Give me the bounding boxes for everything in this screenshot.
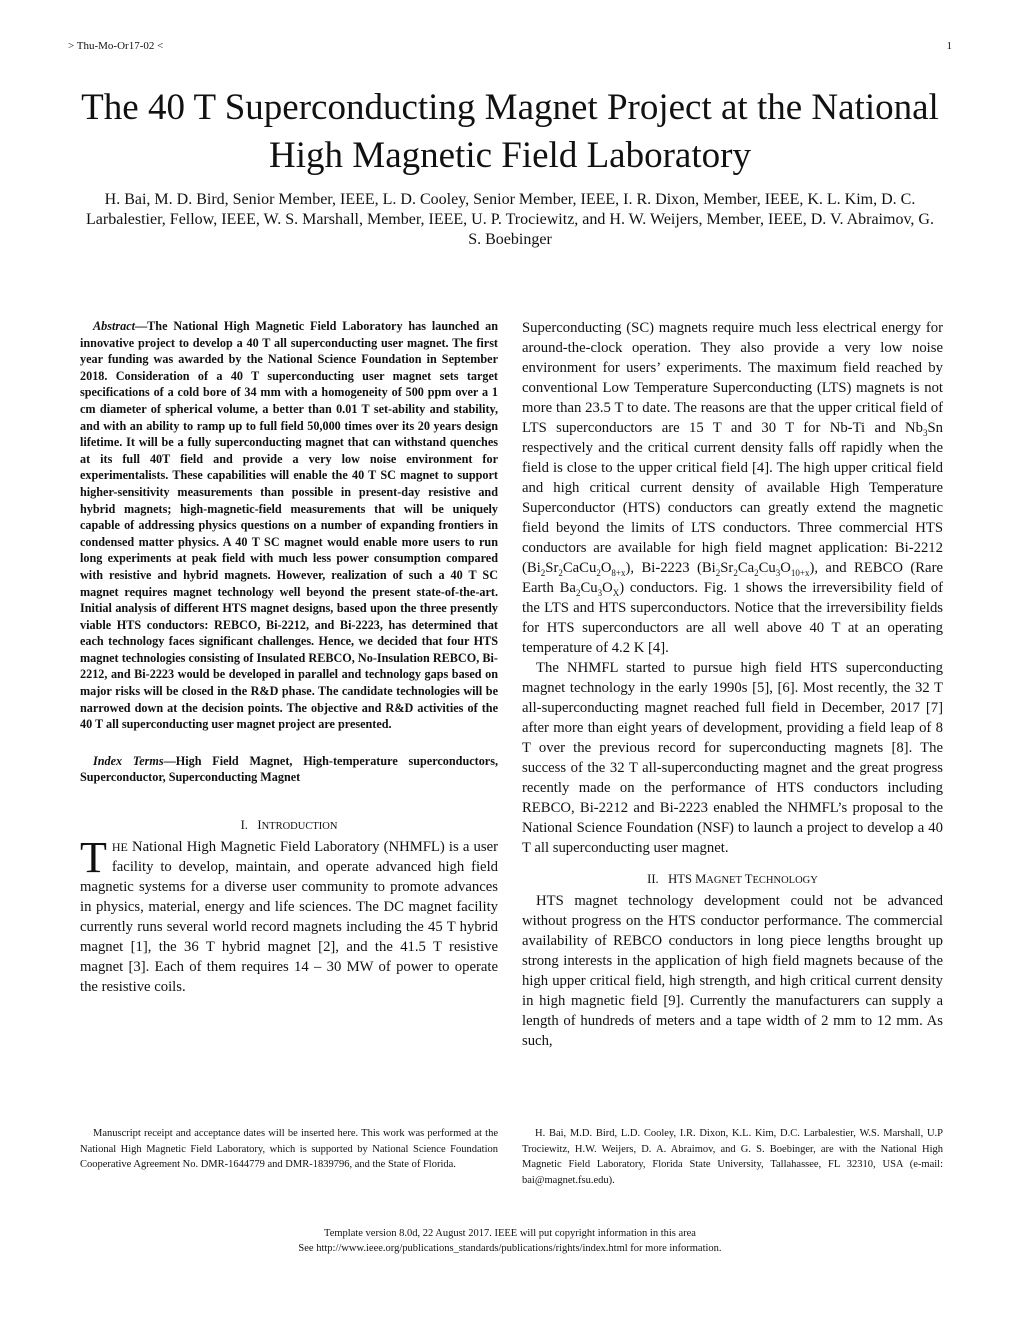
- nhmfl-history-paragraph: The NHMFL started to pursue high field HTS superconducting magnet technology in the early 1990s [5], [6]. Most recently, the 32 T all-superconducting magnet reached full field in December, 2017 [7] after more than eight years of development, providing a field leap of 8 T over the previous record for superconducting magnets [8]. The success of the 32 T all-superconducting magnet and the great progress recently made on the performance of HTS conductors including REBCO, Bi-2212 and Bi-2223 enabled the NHMFL’s proposal to the National Science Foundation (NSF) to launch a project to develop a 40 T all superconducting user magnet.: [522, 660, 943, 856]
- text-segment: Sr: [545, 560, 559, 576]
- footer-line-1: Template version 8.0d, 22 August 2017. IEEE will put copyright information in this area: [324, 1228, 696, 1239]
- abstract-label: Abstract: [93, 319, 135, 333]
- subscript: 2: [558, 567, 563, 578]
- text-segment: Cu: [758, 560, 776, 576]
- subscript: 8+x: [611, 567, 626, 578]
- heading-part: AGNET: [706, 875, 742, 886]
- author-list: H. Bai, M. D. Bird, Senior Member, IEEE, L. D. Cooley, Senior Member, IEEE, I. R. Dixon, Member, IEEE, K. L. Kim, D. C. Larbalestier, Fellow, IEEE, W. S. Marshall, Member, IEEE, U. P. Trociewitz, and H. W. Weijers, Member, IEEE, D. V. Abraimov, G. S. Boebinger: [86, 191, 934, 248]
- index-terms: [80, 753, 498, 786]
- heading-part: T: [741, 872, 753, 886]
- subscript: 2: [754, 567, 759, 578]
- index-terms-label: Index Terms: [93, 753, 164, 768]
- subscript: 3: [597, 587, 603, 598]
- heading-part: HTS M: [668, 872, 707, 886]
- section-numeral: I.: [240, 818, 248, 833]
- paper-title: The 40 T Superconducting Magnet Project at the National High Magnetic Field Laboratory: [81, 87, 939, 176]
- heading-rest: NTRODUCTION: [261, 821, 338, 833]
- text-segment: Superconducting (SC) magnets require much less electrical energy for around-the-clock operation. They also provide a very low noise environment for users’ experiments. The maximum field reached by conventional Low Temperature Superconducting (LTS) magnets is not more than 23.5 T to date. The reasons are that the upper critical field of LTS superconductors are 15 T and 30 T for Nb-Ti and Nb: [522, 320, 943, 436]
- abstract-dash: —: [134, 319, 148, 333]
- hts-technology-paragraph: HTS magnet technology development could not be advanced without progress on the HTS conductor performance. The commercial availability of REBCO conductors in long piece lengths brought up strong interests in the application of high field magnets because of the high upper critical field, high strength, and high critical current density in high magnetic field [9]. Currently the manufacturers can supply a length of hundreds of meters and a tape width of 2 mm to 12 mm. As such,: [522, 893, 943, 1049]
- sc-paragraph: [522, 318, 943, 658]
- section-numeral: II.: [647, 872, 659, 886]
- subscript: 3: [922, 427, 928, 438]
- subscript: 10+x: [790, 567, 810, 578]
- text-segment: CaCu: [562, 560, 597, 576]
- heading-part: ECHNOLOGY: [752, 875, 818, 886]
- introduction-text: National High Magnetic Field Laboratory (NHMFL) is a user facility to develop, maintain, and operate advanced high field magnetic systems for a diverse user community to promote advances in physics, material, energy and life sciences. The DC magnet facility currently runs several world record magnets including the 45 T hybrid magnet [1], the 36 T hybrid magnet [2], and the 41.5 T resistive magnet [3]. Each of them requires 14 – 30 MW of power to operate the resistive coils.: [80, 839, 498, 996]
- template-footer: [120, 1226, 900, 1256]
- affiliation-footnote: H. Bai, M.D. Bird, L.D. Cooley, I.R. Dixon, K.L. Kim, D.C. Larbalestier, W.S. Marshall, U.P Trociewitz, H.W. Weijers, D. A. Abraimov, and G. S. Boebinger, are with the National High Magnetic Field Laboratory, Florida State University, Tallahassee, FL 32310, USA (e-mail: bai@magnet.fsu.edu).: [522, 1128, 943, 1186]
- subscript: 2: [733, 567, 738, 578]
- subscript: 2: [575, 587, 581, 598]
- text-segment: Sr: [720, 560, 734, 576]
- index-terms-text: High Field Magnet, High-temperature superconductors, Superconductor, Superconducting Magnet: [80, 753, 498, 785]
- introduction-paragraph: [80, 833, 498, 997]
- heading-initial: I: [257, 818, 262, 833]
- lead-caps: HE: [111, 840, 128, 855]
- drop-cap: T: [80, 833, 107, 883]
- page-number: 1: [946, 40, 952, 52]
- text-segment: ), Bi-2223 (Bi: [625, 560, 716, 576]
- abstract: [80, 318, 498, 733]
- right-column: [522, 318, 943, 1051]
- running-header: > Thu-Mo-Or17-02 <: [68, 40, 164, 52]
- subscript: 2: [596, 567, 601, 578]
- left-column: [80, 318, 498, 997]
- abstract-text: The National High Magnetic Field Laboratory has launched an innovative project to develop a 40 T all superconducting user magnet. The first year funding was awarded by the National Science Foundation in September 2018. Consideration of a 40 T superconducting user magnet sets target specifications of a cold bore of 34 mm with a homogeneity of 500 ppm over a 1 cm diameter of spherical volume, a better than 0.01 T set-ability and stability, and with an ability to ramp up to full field 50,000 times over its 20 years design lifetime. It will be a fully superconducting magnet that can withstand quenches at its full 40T field and provide a very low noise environment for experimentalists. These capabilities will enable the 40 T SC magnet to support higher-sensitivity measurements than possible in present-day resistive and hybrid magnets; high-magnetic-field measurements that will be uniquely capable of addressing physics questions on a number of expanding frontiers in condensed matter physics. A 40 T SC magnet would enable more users to run long experiments at peak field with much less power consumption compared with resistive and hybrid magnets. However, realization of such a 40 T SC magnet requires magnet technology well beyond the present state-of-the-art. Initial analysis of different HTS magnet designs, based upon the three presently viable HTS conductors: REBCO, Bi-2212, and Bi-2223, has determined that each technology faces significant challenges. Hence, we decided that four HTS magnet technologies consisting of Insulated REBCO, No-Insulation REBCO, Bi-2212, and Bi-2223 would be developed in parallel and technology gaps based on major risks will be closed in the R&D phase. The candidate technologies will be narrowed down at the decision points. The objective and R&D activities of the 40 T all superconducting user magnet project are presented.: [80, 319, 498, 732]
- index-terms-dash: —: [163, 753, 176, 768]
- text-segment: O: [780, 560, 791, 576]
- text-segment: ) conductors. Fig. 1 shows the irreversibility field of the LTS and HTS superconductors. Notice that the irreversibility fields for HTS superconductors are all well above 40 T at an operating temperature of 4.2 K [4].: [522, 580, 943, 656]
- subscript: 2: [715, 567, 721, 578]
- text-segment: Sn respectively and the critical current density falls off rapidly when the field is close to the upper critical field [4]. The high upper critical field and high critical current density of available High Temperature Superconductor (HTS) conductors can greatly extend the magnetic field beyond the limits of LTS conductors. Three commercial HTS conductors are available for high field magnet application: Bi-2212 (Bi: [522, 420, 943, 576]
- text-segment: Ca: [737, 560, 755, 576]
- manuscript-footnote: Manuscript receipt and acceptance dates will be inserted here. This work was performed at the National High Magnetic Field Laboratory, which is supported by National Science Foundation Cooperative Agreement No. DMR-1644779 and DMR-1839796, and the State of Florida.: [80, 1128, 498, 1171]
- text-segment: ), and REBCO (Rare Earth Ba: [522, 560, 943, 596]
- subscript: X: [612, 587, 620, 598]
- footer-line-2: See http://www.ieee.org/publications_standards/publications/rights/index.html for more information.: [298, 1243, 722, 1254]
- section-heading-introduction: [80, 818, 498, 833]
- subscript: 3: [775, 567, 781, 578]
- subscript: 2: [540, 567, 546, 578]
- section-heading-hts-magnet-technology: [522, 872, 943, 887]
- text-segment: O: [602, 580, 613, 596]
- text-segment: O: [600, 560, 612, 576]
- text-segment: Cu: [580, 580, 598, 596]
